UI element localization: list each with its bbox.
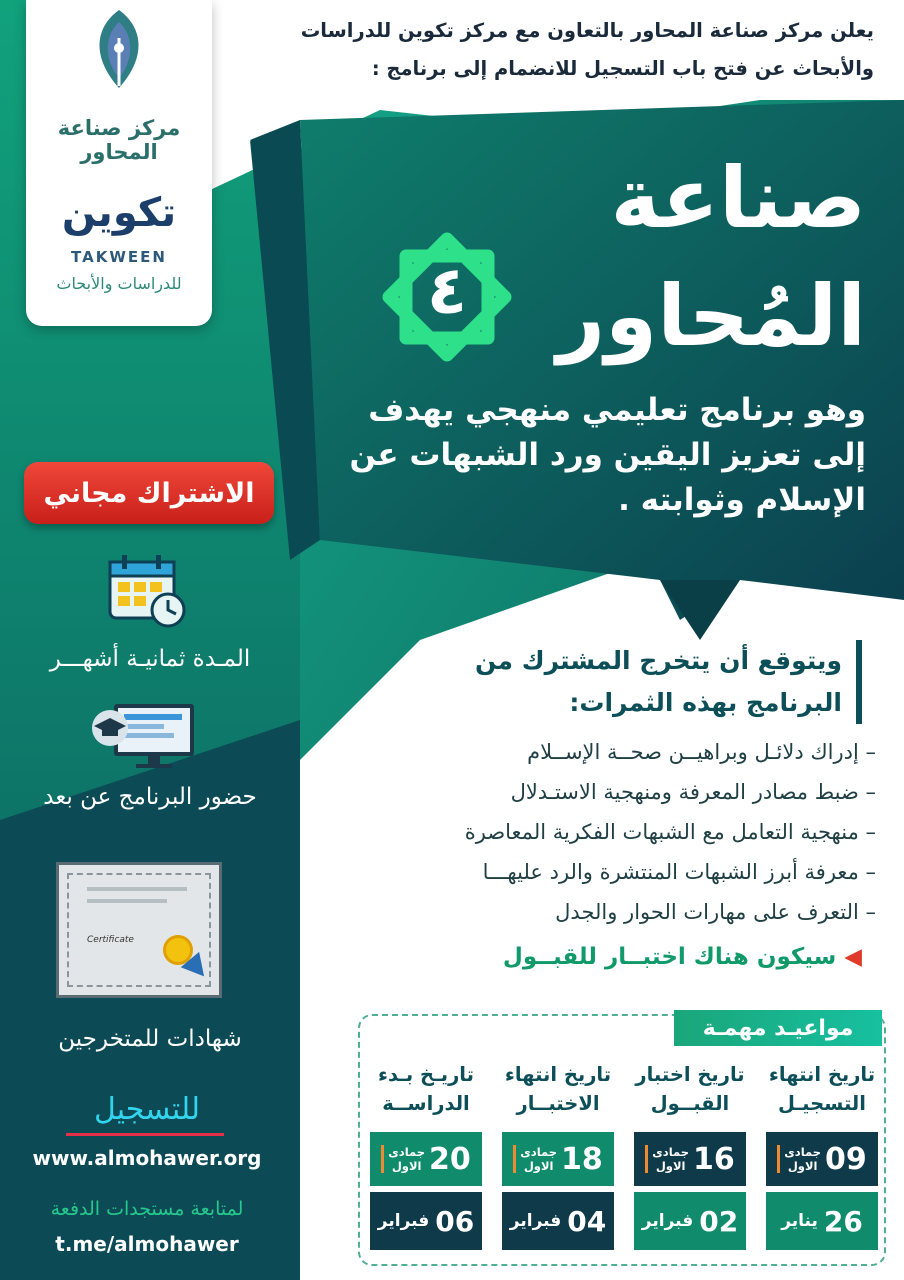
hijri-day: 09: [825, 1141, 867, 1177]
description-line-2: إلى تعزيز اليقين ورد الشبهات عن: [349, 437, 866, 473]
hijri-date: [502, 1132, 614, 1186]
date-column-study-start: [370, 1060, 482, 1260]
list-item: – معرفة أبرز الشبهات المنتشرة والرد عليهـــا: [482, 860, 876, 884]
program-description: [326, 388, 866, 523]
date-title-line-1: تاريـخ بـدء: [378, 1063, 474, 1086]
date-column-registration-end: [766, 1060, 878, 1260]
hijri-date: [634, 1132, 746, 1186]
hijri-month-line-2: الاول: [523, 1159, 554, 1173]
registration-title: للتسجيل: [93, 1092, 201, 1127]
list-item: – التعرف على مهارات الحوار والجدل: [555, 900, 876, 924]
hijri-month-line-2: الاول: [787, 1159, 818, 1173]
remote-attendance-label: حضور البرنامج عن بعد: [43, 784, 257, 810]
hijri-month: [777, 1145, 821, 1173]
registration-divider: [66, 1133, 224, 1136]
edition-badge: [372, 222, 522, 372]
duration-label: المـدة ثمانيـة أشهـــر: [49, 646, 251, 672]
hijri-month: [513, 1145, 557, 1173]
certificate-signature: Certificate: [87, 935, 134, 945]
gregorian-month: فبراير: [509, 1211, 562, 1231]
date-title-line-1: تاريخ انتهاء: [504, 1063, 612, 1086]
online-learning-icon: [88, 700, 198, 772]
hijri-month-line-2: الاول: [391, 1159, 422, 1173]
acceptance-note: [503, 944, 862, 970]
gregorian-date: [766, 1192, 878, 1250]
list-item: – إدراك دلائـل وبراهيــن صحــة الإســلام: [527, 740, 876, 764]
outcomes-heading-line-1: ويتوقع أن يتخرج المشترك من: [475, 646, 842, 675]
hijri-day: 18: [561, 1141, 603, 1177]
hijri-month-line-1: جمادى: [520, 1145, 558, 1159]
intro-line-1: يعلن مركز صناعة المحاور بالتعاون مع مركز تكوين للدراسات: [300, 19, 874, 42]
gregorian-date: [502, 1192, 614, 1250]
takween-logo-arabic: تكوين: [61, 190, 177, 236]
dates-heading: مواعيـد مهمـة: [674, 1010, 882, 1046]
program-title-line-2: المُحاور: [556, 267, 866, 365]
list-item: – ضبط مصادر المعرفة ومنهجية الاستـدلال: [510, 780, 876, 804]
registration-url-link[interactable]: www.almohawer.org: [32, 1146, 262, 1170]
hijri-day: 16: [693, 1141, 735, 1177]
date-column-title: [766, 1060, 878, 1118]
hijri-month: [381, 1145, 425, 1173]
outcomes-heading-line-2: البرنامج بهذه الثمرات:: [569, 688, 842, 717]
hijri-month-line-1: جمادى: [388, 1145, 426, 1159]
date-column-title: [370, 1060, 482, 1118]
almohawer-logo-text: مركز صناعة المحاور: [57, 116, 181, 164]
date-title-line-2: القبــول: [650, 1092, 730, 1115]
gregorian-day: 06: [435, 1204, 475, 1238]
hijri-date: [766, 1132, 878, 1186]
date-column-title: [502, 1060, 614, 1118]
hijri-day: 20: [429, 1141, 471, 1177]
telegram-link[interactable]: t.me/almohawer: [55, 1232, 239, 1256]
intro-text: [214, 12, 874, 88]
gregorian-day: 02: [699, 1204, 739, 1238]
outcomes-list: [336, 732, 876, 932]
gregorian-month: فبراير: [377, 1211, 430, 1231]
gregorian-day: 26: [823, 1204, 863, 1238]
free-subscription-badge: الاشتراك مجاني: [24, 462, 274, 524]
date-column-acceptance-exam: [634, 1060, 746, 1260]
gregorian-month: فبراير: [641, 1211, 694, 1231]
gregorian-day: 04: [567, 1204, 607, 1238]
date-title-line-2: التسجيـل: [778, 1092, 866, 1115]
edition-number: ٤: [426, 252, 468, 329]
hijri-month: [645, 1145, 689, 1173]
takween-logo-latin: TAKWEEN: [71, 248, 167, 266]
dates-table: [368, 1060, 878, 1260]
hijri-month-line-2: الاول: [655, 1159, 686, 1173]
gregorian-month: يناير: [781, 1211, 818, 1231]
triangle-left-icon: ◀: [844, 944, 862, 970]
certificates-label: شهادات للمتخرجين: [58, 1026, 242, 1052]
date-column-title: [634, 1060, 746, 1118]
takween-logo-subtitle: للدراسات والأبحاث: [56, 274, 182, 293]
outcomes-heading: [392, 640, 862, 724]
gregorian-date: [634, 1192, 746, 1250]
acceptance-note-text: سيكون هناك اختبــار للقبــول: [502, 944, 837, 970]
almohawer-logo-icon: [84, 8, 154, 90]
certificate-icon: [56, 862, 222, 998]
gregorian-date: [370, 1192, 482, 1250]
logo-card: [26, 0, 212, 326]
hijri-date: [370, 1132, 482, 1186]
date-title-line-2: الدراســة: [382, 1092, 470, 1115]
date-title-line-1: تاريخ اختبار: [635, 1063, 745, 1086]
hijri-month-line-1: جمادى: [652, 1145, 690, 1159]
description-line-3: الإسلام وثوابته .: [618, 482, 866, 518]
description-line-1: وهو برنامج تعليمي منهجي يهدف: [368, 392, 866, 428]
intro-line-2: والأبحاث عن فتح باب التسجيل للانضمام إلى برنامج :: [371, 57, 874, 80]
calendar-clock-icon: [106, 552, 190, 632]
hijri-month-line-1: جمادى: [784, 1145, 822, 1159]
date-column-exam-end: [502, 1060, 614, 1260]
follow-label: لمتابعة مستجدات الدفعة: [50, 1198, 244, 1220]
date-title-line-2: الاختبــار: [516, 1092, 600, 1115]
program-title-line-1: صناعة: [610, 149, 866, 247]
program-title: [557, 150, 866, 364]
date-title-line-1: تاريخ انتهاء: [768, 1063, 876, 1086]
list-item: – منهجية التعامل مع الشبهات الفكرية المعاصرة: [464, 820, 876, 844]
